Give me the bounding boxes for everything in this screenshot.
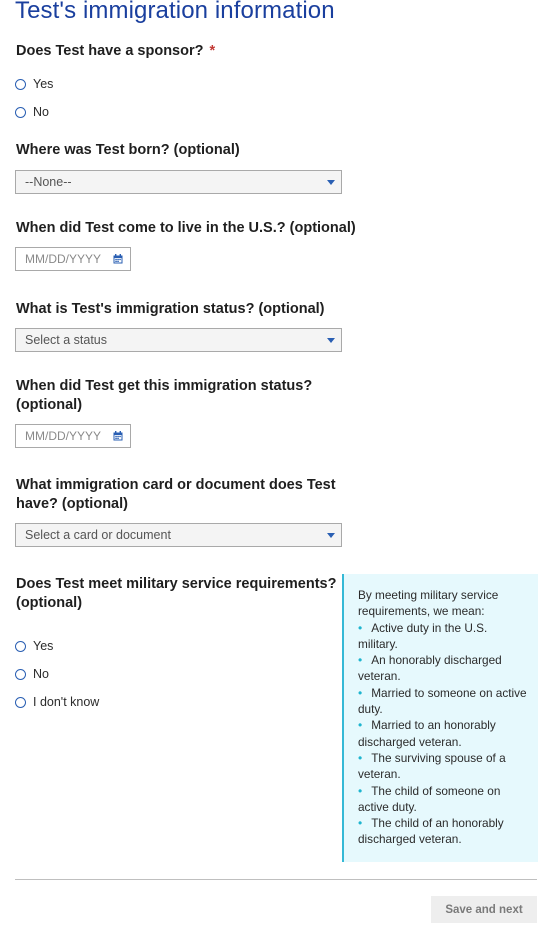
radio-circle	[15, 107, 26, 118]
calendar-icon[interactable]	[113, 254, 123, 264]
chevron-down-icon	[327, 533, 335, 538]
birthplace-select[interactable]	[15, 170, 342, 194]
radio-label: I don't know	[33, 695, 100, 709]
radio-circle	[15, 641, 26, 652]
chevron-down-icon	[327, 180, 335, 185]
date-placeholder: MM/DD/YYYY	[25, 252, 102, 266]
immigration-status-select[interactable]	[15, 328, 342, 352]
select-value: Select a status	[25, 333, 107, 347]
list-item: • Married to an honorably discharged veteran.	[358, 718, 496, 749]
footer-divider	[15, 879, 537, 880]
radio-label: Yes	[33, 77, 54, 91]
required-marker: *	[209, 43, 216, 59]
info-intro: By meeting military service requirements, we mean:	[358, 588, 499, 619]
sponsor-no-radio[interactable]	[15, 105, 49, 119]
military-yes-radio[interactable]	[15, 639, 53, 653]
sponsor-yes-radio[interactable]	[15, 77, 53, 91]
radio-circle	[15, 697, 26, 708]
military-question: Does Test meet military service requirements? (optional)	[16, 576, 337, 611]
status-date-question: When did Test get this immigration status? (optional)	[16, 378, 313, 413]
military-no-radio[interactable]	[15, 667, 49, 681]
sponsor-question: Does Test have a sponsor? *	[16, 43, 216, 59]
calendar-icon[interactable]	[113, 431, 123, 441]
radio-label: No	[33, 105, 49, 119]
military-dont-know-radio[interactable]	[15, 695, 99, 709]
immigration-status-question: What is Test's immigration status? (optional)	[16, 301, 325, 317]
radio-label: Yes	[33, 639, 54, 653]
birthplace-question: Where was Test born? (optional)	[16, 142, 240, 158]
select-value: Select a card or document	[25, 528, 171, 542]
radio-circle	[15, 669, 26, 680]
date-placeholder: MM/DD/YYYY	[25, 429, 102, 443]
list-item: • Active duty in the U.S. military.	[358, 620, 488, 651]
military-info-panel	[342, 574, 538, 862]
document-select[interactable]	[15, 523, 342, 547]
list-item: • The child of an honorably discharged veteran.	[358, 816, 504, 847]
radio-circle	[15, 79, 26, 90]
document-question: What immigration card or document does Test have? (optional)	[16, 477, 336, 512]
info-list	[358, 620, 528, 848]
list-item: • The child of someone on active duty.	[358, 783, 501, 814]
chevron-down-icon	[327, 338, 335, 343]
save-and-next-button[interactable]: Save and next	[431, 896, 537, 923]
status-date-input[interactable]	[15, 424, 131, 448]
arrival-date-input[interactable]	[15, 247, 131, 271]
select-value: --None--	[25, 175, 72, 189]
page-title: Test's immigration information	[15, 0, 335, 24]
list-item: • An honorably discharged veteran.	[358, 653, 502, 684]
list-item: • The surviving spouse of a veteran.	[358, 750, 506, 782]
radio-label: No	[33, 667, 49, 681]
arrival-date-question: When did Test come to live in the U.S.? (optional)	[16, 220, 356, 236]
list-item: • Married to someone on active duty.	[358, 685, 527, 717]
